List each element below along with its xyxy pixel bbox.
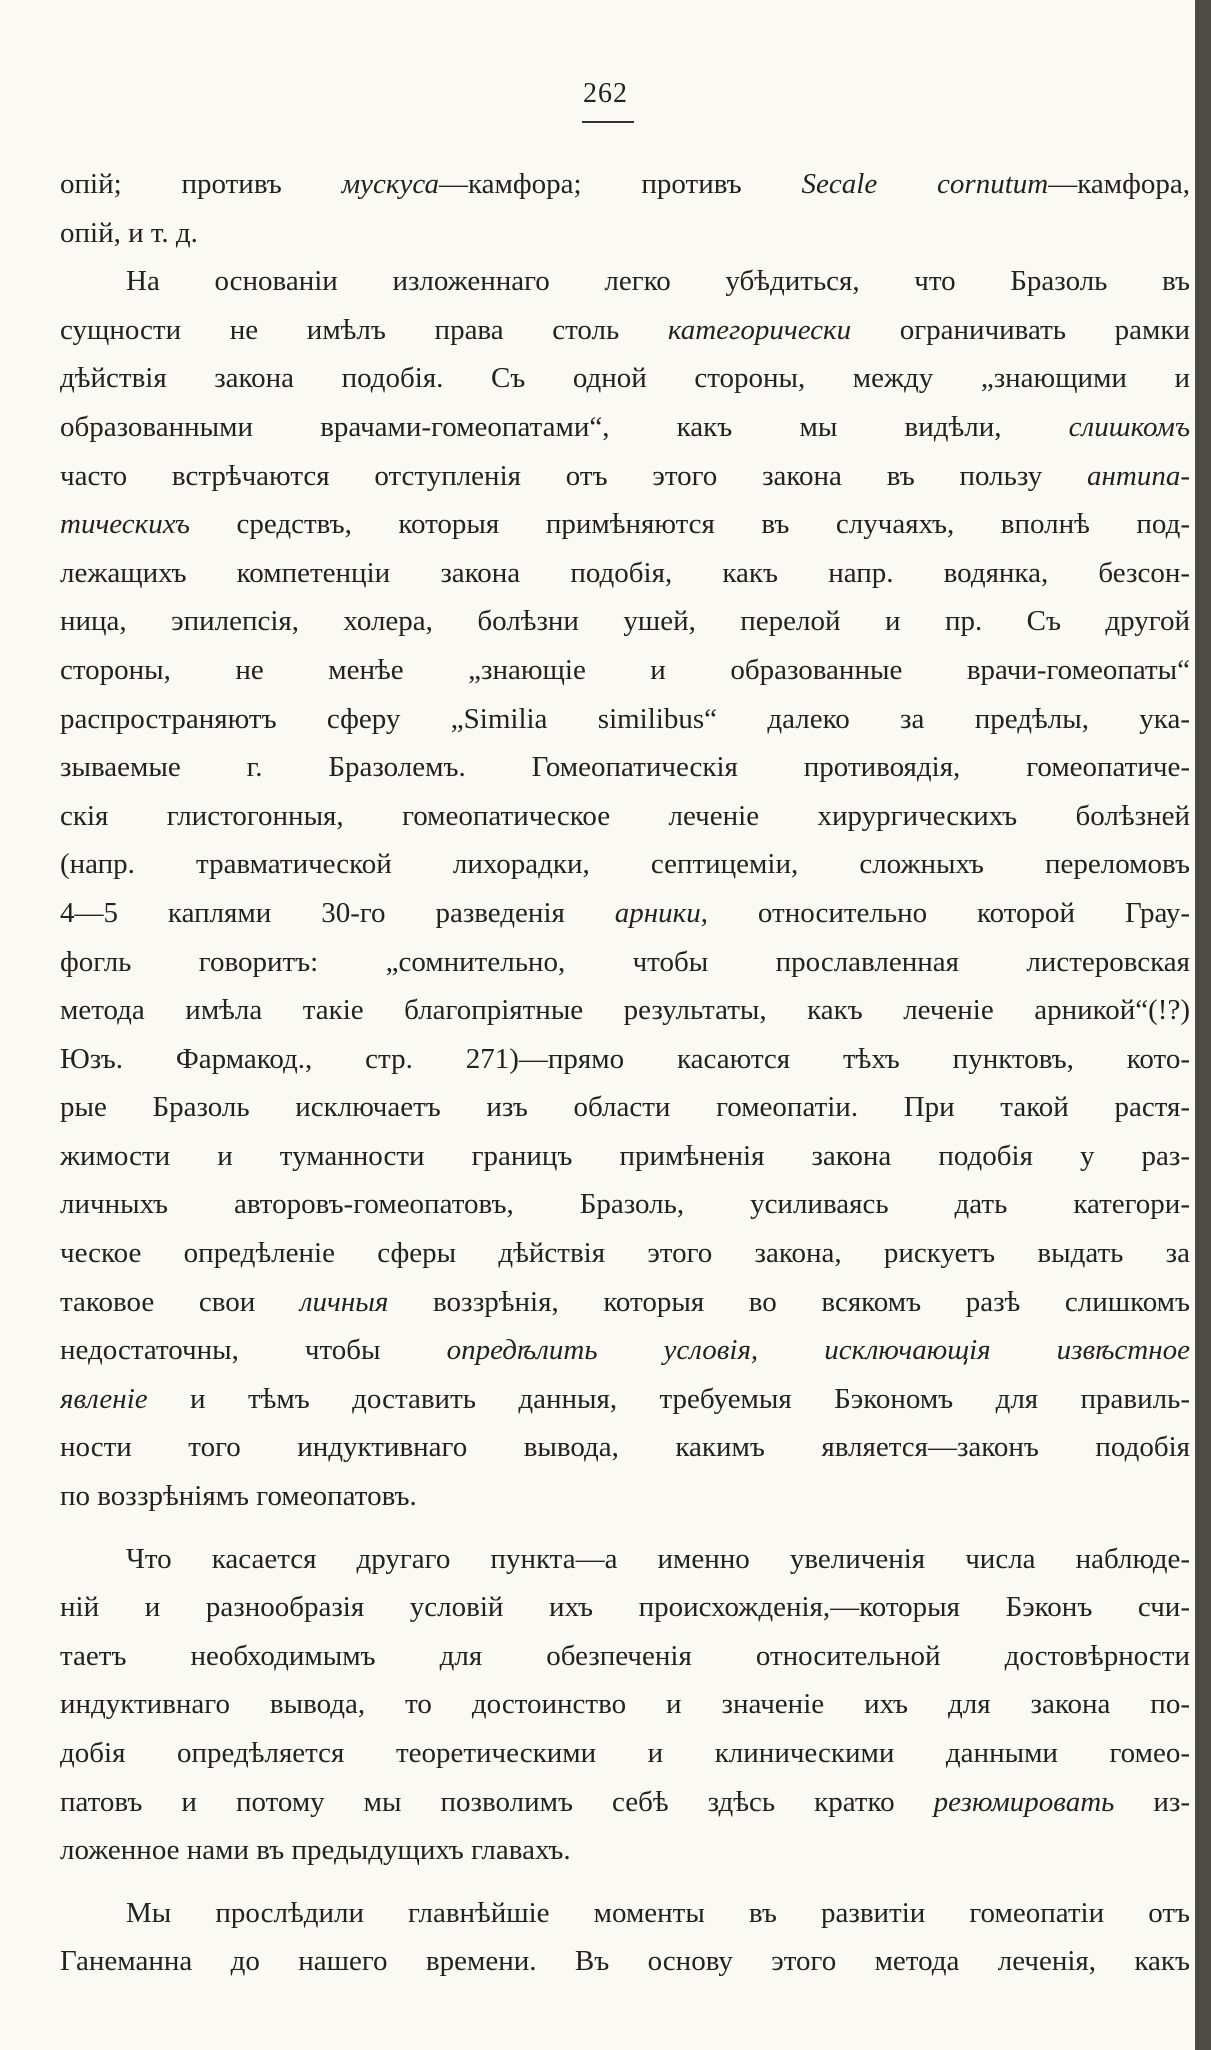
text-span: ложенное нами въ предыдущихъ главахъ. <box>60 1834 571 1867</box>
page-number: 262 <box>583 78 628 109</box>
text-line <box>60 1826 1190 1875</box>
text-line <box>60 1778 1190 1827</box>
text-line <box>60 889 1190 938</box>
italic-text: арники <box>614 896 701 929</box>
text-line <box>60 1132 1190 1181</box>
text-span: 4—5 каплями 30-го разведенія <box>60 896 615 929</box>
text-span: На основаніи изложеннаго легко убѣдиться, что Бразоль въ <box>126 265 1190 298</box>
text-line <box>60 549 1190 598</box>
text-line <box>60 840 1190 889</box>
italic-text: резюмировать <box>933 1785 1115 1818</box>
text-span: личныхъ авторовъ-гомеопатовъ, Бразоль, усиливаясь дать категори- <box>60 1188 1190 1221</box>
text-line <box>60 160 1190 209</box>
text-line <box>60 1889 1190 1938</box>
text-line <box>60 1083 1190 1132</box>
text-span: Что касается другаго пункта—а именно увеличенія числа наблюде- <box>126 1542 1190 1575</box>
text-line <box>60 1680 1190 1729</box>
text-line <box>60 1375 1190 1424</box>
text-line <box>60 1423 1190 1472</box>
text-line <box>60 597 1190 646</box>
text-line <box>60 306 1190 355</box>
text-line <box>60 986 1190 1035</box>
text-span: таетъ необходимымъ для обезпеченія относительной достовѣрности <box>60 1639 1190 1672</box>
text-span: добія опредѣляется теоретическими и клиническими данными гомео- <box>60 1737 1190 1769</box>
text-line <box>60 1937 1190 1986</box>
text-span: индуктивнаго вывода, то достоинство и значеніе ихъ для закона по- <box>60 1688 1190 1721</box>
text-line <box>60 1472 1190 1521</box>
text-span: (напр. травматической лихорадки, септицеміи, сложныхъ переломовъ <box>60 848 1190 881</box>
text-span: и тѣмъ доставить данныя, требуемыя Бэкономъ для правиль- <box>147 1382 1190 1415</box>
page-edge-shadow <box>1195 0 1211 2050</box>
text-span: лежащихъ компетенціи закона подобія, какъ напр. водянка, безсон- <box>60 556 1190 589</box>
italic-text: опредѣлить условія, исключающія извѣстное <box>446 1334 1190 1367</box>
italic-text: мускуса <box>341 168 439 200</box>
text-span: стороны, не менѣе „знающіе и образованные врачи-гомеопаты“ <box>60 653 1190 686</box>
text-span: рые Бразоль исключаетъ изъ области гомеопатіи. При такой растя- <box>60 1091 1190 1124</box>
text-span: из- <box>1114 1785 1190 1818</box>
text-span: по воззрѣніямъ гомеопатовъ. <box>60 1480 417 1513</box>
text-line <box>60 1535 1190 1584</box>
text-line <box>60 209 1190 258</box>
text-line <box>60 1326 1190 1375</box>
text-span: образованными врачами-гомеопатами“, какъ мы видѣли, <box>60 410 1069 443</box>
text-span: зываемые г. Бразолемъ. Гомеопатическія противоядія, гомеопатиче- <box>60 751 1190 784</box>
text-span: воззрѣнія, которыя во всякомъ разѣ слишкомъ <box>388 1285 1190 1318</box>
text-line <box>60 792 1190 841</box>
text-span: средствъ, которыя примѣняются въ случаяхъ, вполнѣ под- <box>189 508 1190 541</box>
text-span: Мы прослѣдили главнѣйшіе моменты въ развитіи гомеопатіи отъ <box>126 1896 1190 1929</box>
text-line <box>60 1278 1190 1327</box>
text-span: , относительно которой Грау- <box>700 896 1190 929</box>
text-span: недостаточны, чтобы <box>60 1334 447 1367</box>
italic-text: категорически <box>667 313 852 346</box>
text-span: дѣйствія закона подобія. Съ одной стороны, между „знающими и <box>60 362 1190 395</box>
text-line <box>60 500 1190 549</box>
text-span: опій; противъ <box>60 168 342 200</box>
text-line <box>60 1229 1190 1278</box>
text-line <box>60 1632 1190 1681</box>
text-span: —камфора, <box>1048 168 1190 200</box>
text-line <box>60 354 1190 403</box>
text-span: жимости и туманности границъ примѣненія закона подобія у раз- <box>60 1139 1190 1172</box>
text-line <box>60 938 1190 987</box>
text-span: часто встрѣчаются отступленія отъ этого закона въ пользу <box>60 459 1087 492</box>
text-line <box>60 1180 1190 1229</box>
text-line <box>60 743 1190 792</box>
text-span: ческое опредѣленіе сферы дѣйствія этого закона, рискуетъ выдать за <box>60 1237 1190 1270</box>
italic-text: слишкомъ <box>1068 410 1190 443</box>
text-span: таковое свои <box>60 1285 300 1318</box>
text-span: опій, и т. д. <box>60 216 198 249</box>
italic-text: личныя <box>299 1285 389 1318</box>
text-line <box>60 646 1190 695</box>
text-line <box>60 452 1190 501</box>
italic-text: явленіе <box>60 1382 148 1415</box>
text-span: Ганеманна до нашего времени. Въ основу этого метода леченія, какъ <box>60 1945 1190 1978</box>
text-span: Юзъ. Фармакод., стр. 271)—прямо касаются тѣхъ пунктовъ, кото- <box>60 1042 1190 1075</box>
page-number-rule <box>582 121 634 123</box>
text-span: фогль говоритъ: „сомнительно, чтобы прославленная листеровская <box>60 945 1190 978</box>
text-line <box>60 1035 1190 1084</box>
body-text <box>60 160 1190 1986</box>
text-line <box>60 257 1190 306</box>
text-span: скія глистогонныя, гомеопатическое леченіе хирургическихъ болѣзней <box>60 799 1190 832</box>
text-span: метода имѣла такіе благопріятные результаты, какъ леченіе арникой“(!?) <box>60 994 1190 1027</box>
text-span: ности того индуктивнаго вывода, какимъ является—законъ подобія <box>60 1431 1190 1464</box>
text-span: распространяютъ сферу „Similia similibus“ далеко за предѣлы, ука- <box>60 702 1190 735</box>
text-span: ограничивать рамки <box>851 313 1190 346</box>
text-line <box>60 695 1190 744</box>
italic-text: Secale cornutum <box>801 168 1049 200</box>
text-line <box>60 1729 1190 1778</box>
text-span: сущности не имѣлъ права столь <box>60 313 668 346</box>
italic-text: тическихъ <box>60 508 190 541</box>
italic-text: антипа- <box>1087 459 1190 492</box>
text-span: ница, эпилепсія, холера, болѣзни ушей, перелой и пр. Съ другой <box>60 605 1190 638</box>
text-span: патовъ и потому мы позволимъ себѣ здѣсь кратко <box>60 1785 934 1818</box>
text-span: ній и разнообразія условій ихъ происхожденія,—которыя Бэконъ счи- <box>60 1591 1190 1624</box>
text-line <box>60 403 1190 452</box>
text-span: —камфора; противъ <box>438 168 802 200</box>
text-line <box>60 1583 1190 1632</box>
